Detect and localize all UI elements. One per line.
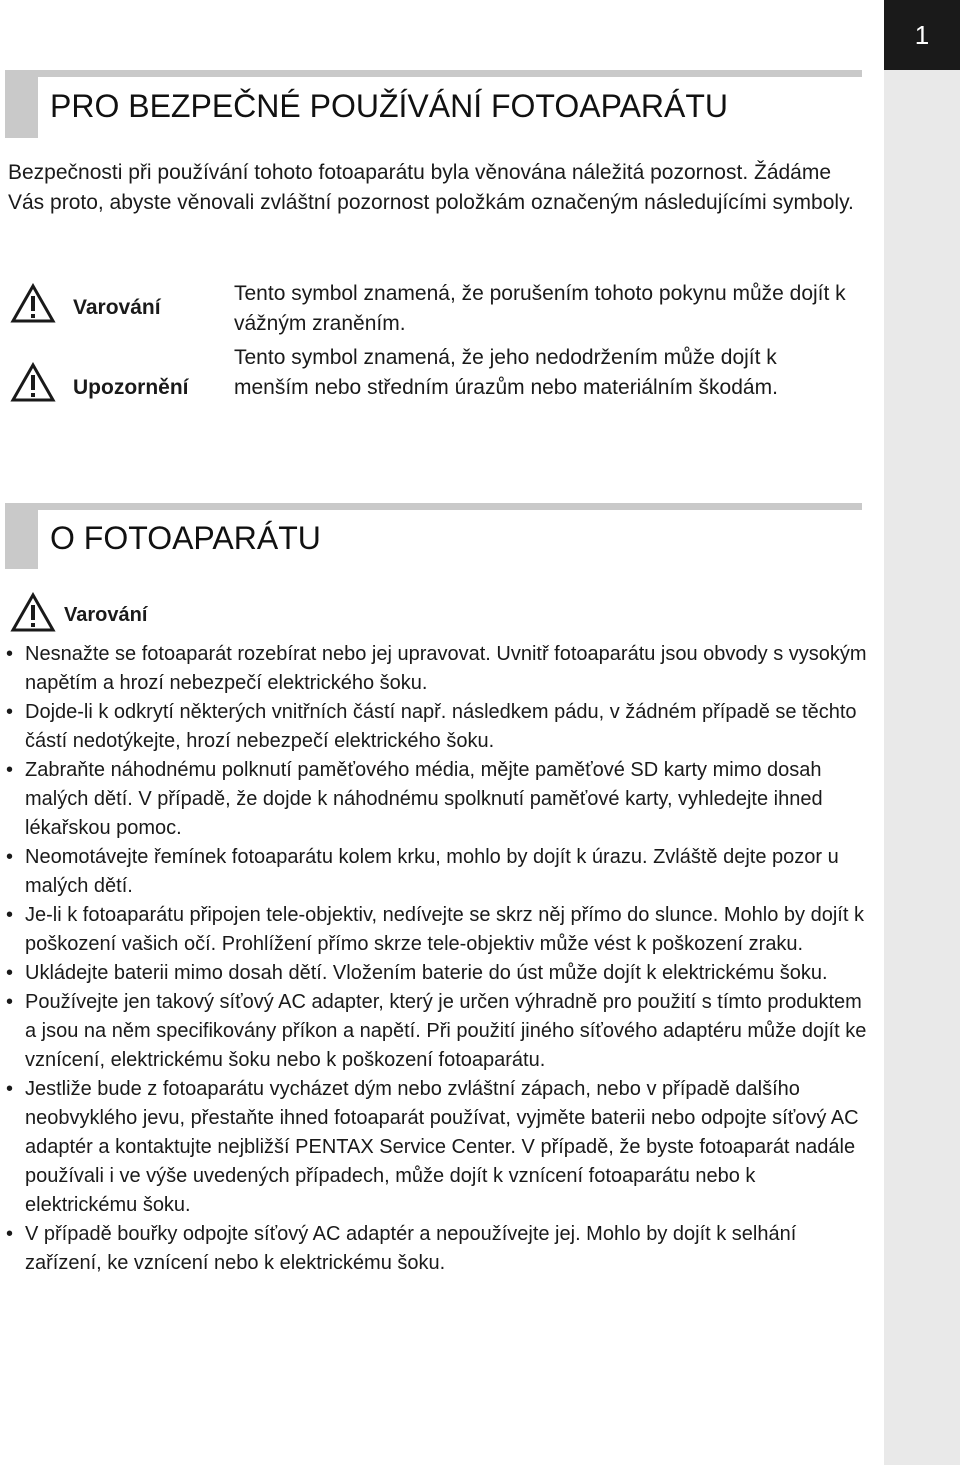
symbol-label-warning: Varování [73,296,161,319]
bullet: • [6,643,14,665]
section-header-camera [5,503,862,569]
list-item-text: Dojde-li k odkrytí některých vnitřních částí např. následkem pádu, v žádném případě se těchto částí nedotýkejte, hrozí nebezpečí elektrického šoku. [25,701,857,752]
list-item [0,901,870,959]
section-left-bar [5,503,38,569]
list-item-text: Neomotávejte řemínek fotoaparátu kolem krku, mohlo by dojít k úrazu. Zvláště dejte pozor u malých dětí. [25,846,839,897]
section-top-bar [5,503,862,510]
list-item [0,640,870,698]
symbol-description-caution: Tento symbol znamená, že jeho nedodržením může dojít k menším nebo středním úrazům nebo materiálním škodám. [234,346,778,399]
warning-triangle-icon [10,283,56,324]
section-title: O FOTOAPARÁTU [50,520,321,556]
bullet: • [6,991,14,1013]
symbol-label-caution: Upozornění [73,376,189,399]
list-item-text: Používejte jen takový síťový AC adapter, který je určen výhradně pro použití s tímto produktem a jsou na něm specifikovány příkon a napětí. Při použití jiného síťového adaptéru může dojít ke vznícení, elektrickému šoku nebo k poškození fotoaparátu. [25,991,867,1071]
warning-triangle-icon [10,362,56,403]
bullet: • [6,846,14,868]
camera-warning-label: Varování [64,604,148,626]
list-item [0,1075,870,1220]
side-strip [884,0,960,1465]
list-item [0,756,870,843]
intro-paragraph: Bezpečnosti při používání tohoto fotoaparátu byla věnována náležitá pozornost. Žádáme Vás proto, abyste věnovali zvláštní pozornost položkám označeným následujícími symboly. [8,161,854,214]
list-item-text: Zabraňte náhodnému polknutí paměťového média, mějte paměťové SD karty mimo dosah malých dětí. V případě, že dojde k náhodnému spolknutí paměťové karty, vyhledejte ihned lékařskou pomoc. [25,759,823,839]
warnings-list [0,640,870,1278]
list-item-text: Ukládejte baterii mimo dosah dětí. Vložením baterie do úst může dojít k elektrickému šoku. [25,962,828,984]
bullet: • [6,1078,14,1100]
bullet: • [6,1223,14,1245]
list-item-text: Nesnažte se fotoaparát rozebírat nebo jej upravovat. Uvnitř fotoaparátu jsou obvody s vysokým napětím a hrozí nebezpečí elektrického šoku. [25,643,867,694]
section-top-bar [5,70,862,77]
list-item [0,988,870,1075]
section-left-bar [5,70,38,138]
warning-triangle-icon [10,592,56,633]
list-item-text: V případě bouřky odpojte síťový AC adaptér a nepoužívejte jej. Mohlo by dojít k selhání zařízení, ke vznícení nebo k elektrickému šoku. [25,1223,797,1274]
list-item-text: Jestliže bude z fotoaparátu vycházet dým nebo zvláštní zápach, nebo v případě dalšího neobvyklého jevu, přestaňte ihned fotoaparát používat, vyjměte baterii nebo odpojte síťový AC adaptér a kontaktujte nejbližší PENTAX Service Center. V případě, že byste fotoaparát nadále používali i ve výše uvedených případech, může dojít k vznícení fotoaparátu nebo k elektrickému šoku. [25,1078,859,1216]
bullet: • [6,701,14,723]
section-title: PRO BEZPEČNÉ POUŽÍVÁNÍ FOTOAPARÁTU [50,88,729,124]
bullet: • [6,904,14,926]
list-item-text: Je-li k fotoaparátu připojen tele-objektiv, nedívejte se skrz něj přímo do slunce. Mohlo by dojít k poškození vašich očí. Prohlížení přímo skrze tele-objektiv může vést k poškození zraku. [25,904,864,955]
page-number-tab: 1 [884,0,960,70]
list-item [0,959,870,988]
symbol-description-warning: Tento symbol znamená, že porušením tohoto pokynu může dojít k vážným zraněním. [234,282,846,335]
bullet: • [6,962,14,984]
list-item [0,843,870,901]
list-item [0,1220,870,1278]
list-item [0,698,870,756]
bullet: • [6,759,14,781]
section-header-safety [5,70,862,138]
